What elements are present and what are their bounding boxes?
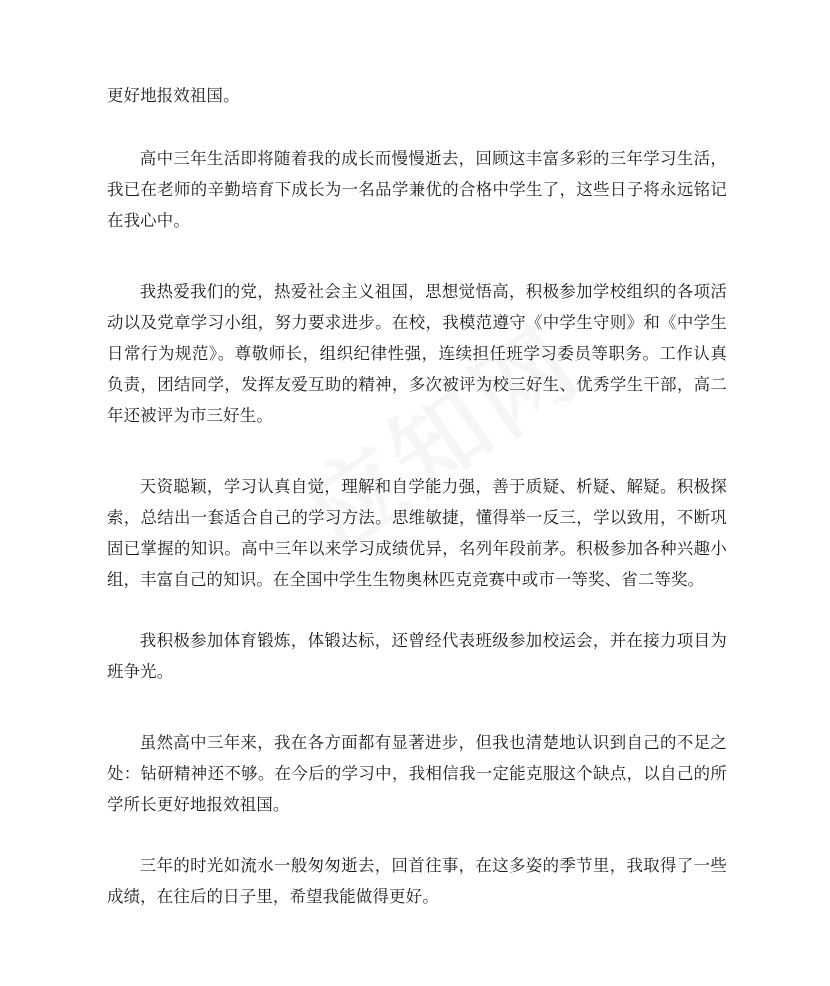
paragraph-conclusion: 三年的时光如流水一般匆匆逝去，回首往事，在这多姿的季节里，我取得了一些成绩，在往后的日子里，希望我能做得更好。: [107, 856, 727, 906]
paragraph-shortcomings: 虽然高中三年来，我在各方面都有显著进步，但我也清楚地认识到自己的不足之处：钻研精神还不够。在今后的学习中，我相信我一定能克服这个缺点，以自己的所学所长更好地报效祖国。: [107, 733, 727, 814]
paragraph-sports: 我积极参加体育锻炼，体锻达标，还曾经代表班级参加校运会，并在接力项目为班争光。: [107, 631, 727, 681]
document-body: [107, 80, 727, 912]
paragraph-reflection: 高中三年生活即将随着我的成长而慢慢逝去，回顾这丰富多彩的三年学习生活，我已在老师的辛勤培育下成长为一名品学兼优的合格中学生了，这些日子将永远铭记在我心中。: [107, 149, 727, 230]
paragraph-study: 天资聪颖，学习认真自觉，理解和自学能力强，善于质疑、析疑、解疑。积极探索，总结出一套适合自己的学习方法。思维敏捷，懂得举一反三，学以致用，不断巩固已掌握的知识。高中三年以来学习成绩优异，名列年段前茅。积极参加各种兴趣小组，丰富自己的知识。在全国中学生生物奥林匹克竞赛中或市一等奖、省二等奖。: [107, 477, 727, 589]
paragraph-continuation: 更好地报效祖国。: [107, 86, 240, 105]
paragraph-political-conduct: 我热爱我们的党，热爱社会主义祖国，思想觉悟高，积极参加学校组织的各项活动以及党章学习小组，努力要求进步。在校，我模范遵守《中学生守则》和《中学生日常行为规范》。尊敬师长，组织纪律性强，连续担任班学习委员等职务。工作认真负责，团结同学，发挥友爱互助的精神，多次被评为校三好生、优秀学生干部，高二年还被评为市三好生。: [107, 282, 727, 425]
